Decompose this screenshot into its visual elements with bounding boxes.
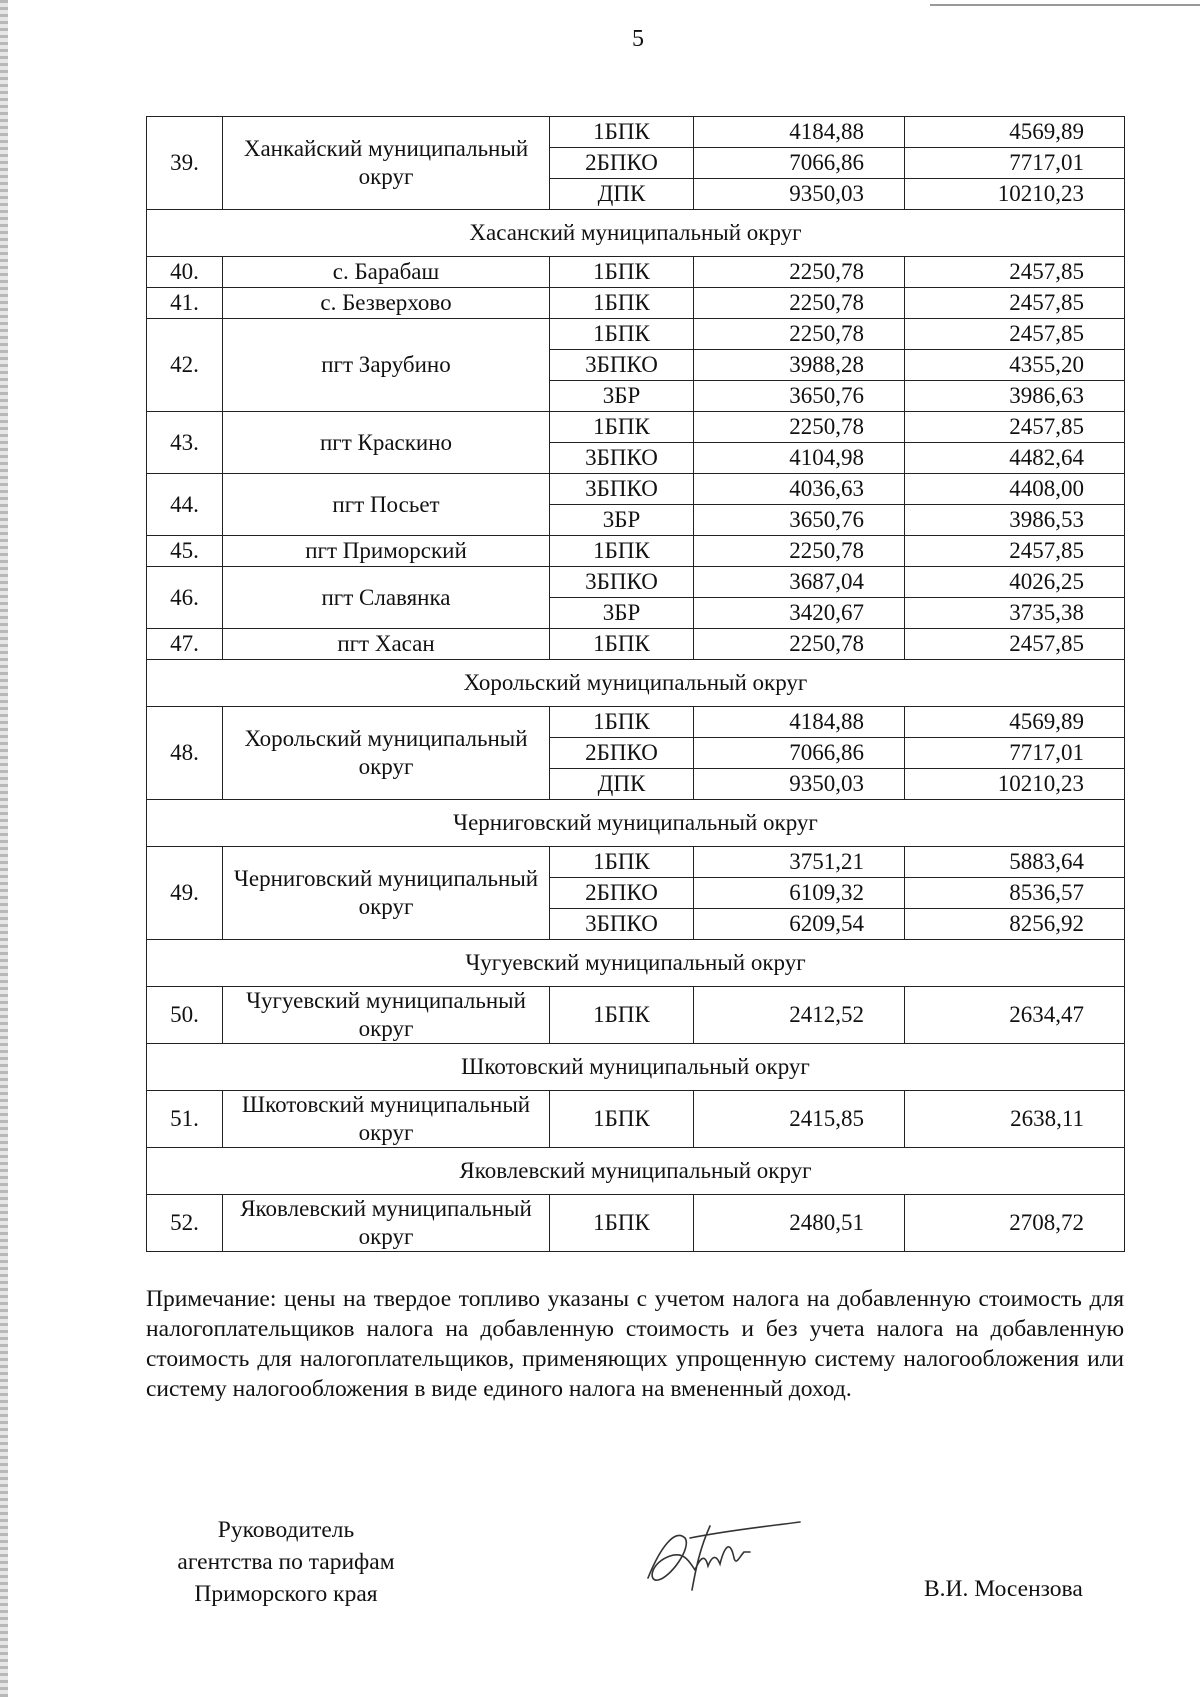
fuel-type: 1БПК — [550, 847, 694, 878]
section-title: Хасанский муниципальный округ — [147, 210, 1125, 257]
price-value: 2708,72 — [905, 1195, 1125, 1252]
row-number: 45. — [147, 536, 223, 567]
price-value: 4184,88 — [694, 707, 905, 738]
price-value: 3986,63 — [905, 381, 1125, 412]
price-value: 2457,85 — [905, 319, 1125, 350]
price-value: 3988,28 — [694, 350, 905, 381]
row-number: 40. — [147, 257, 223, 288]
fuel-type: ДПК — [550, 769, 694, 800]
price-value: 4355,20 — [905, 350, 1125, 381]
locality-name: пгт Приморский — [223, 536, 550, 567]
price-value: 7717,01 — [905, 148, 1125, 179]
price-value: 2250,78 — [694, 536, 905, 567]
fuel-type: 2БПКО — [550, 738, 694, 769]
price-value: 7717,01 — [905, 738, 1125, 769]
row-number: 42. — [147, 319, 223, 412]
price-value: 2250,78 — [694, 629, 905, 660]
price-value: 10210,23 — [905, 769, 1125, 800]
price-value: 7066,86 — [694, 148, 905, 179]
fuel-type: 1БПК — [550, 257, 694, 288]
price-value: 6209,54 — [694, 909, 905, 940]
price-value: 3751,21 — [694, 847, 905, 878]
row-number: 51. — [147, 1091, 223, 1148]
price-value: 2412,52 — [694, 987, 905, 1044]
locality-name: пгт Посьет — [223, 474, 550, 536]
fuel-type: 3БПКО — [550, 474, 694, 505]
fuel-type: 1БПК — [550, 319, 694, 350]
table-row — [147, 288, 1125, 319]
table-row — [147, 1091, 1125, 1148]
locality-name: пгт Краскино — [223, 412, 550, 474]
fuel-type: 2БПКО — [550, 878, 694, 909]
fuel-type: 3БР — [550, 505, 694, 536]
locality-name: Шкотовский муниципальный округ — [223, 1091, 550, 1148]
price-value: 4026,25 — [905, 567, 1125, 598]
price-value: 4569,89 — [905, 117, 1125, 148]
section-title: Яковлевский муниципальный округ — [147, 1148, 1125, 1195]
table-row — [147, 567, 1125, 598]
locality-name: пгт Славянка — [223, 567, 550, 629]
section-header-row — [147, 940, 1125, 987]
row-number: 39. — [147, 117, 223, 210]
price-value: 2480,51 — [694, 1195, 905, 1252]
price-value: 2457,85 — [905, 412, 1125, 443]
price-value: 9350,03 — [694, 769, 905, 800]
price-value: 10210,23 — [905, 179, 1125, 210]
price-value: 3687,04 — [694, 567, 905, 598]
row-number: 44. — [147, 474, 223, 536]
fuel-type: 3БР — [550, 381, 694, 412]
price-value: 4104,98 — [694, 443, 905, 474]
table-row — [147, 707, 1125, 738]
locality-name: пгт Хасан — [223, 629, 550, 660]
fuel-type: 1БПК — [550, 288, 694, 319]
price-value: 3420,67 — [694, 598, 905, 629]
price-value: 4482,64 — [905, 443, 1125, 474]
section-header-row — [147, 800, 1125, 847]
price-value: 5883,64 — [905, 847, 1125, 878]
fuel-type: 1БПК — [550, 117, 694, 148]
price-value: 3735,38 — [905, 598, 1125, 629]
price-value: 4569,89 — [905, 707, 1125, 738]
price-value: 2250,78 — [694, 412, 905, 443]
section-header-row — [147, 1044, 1125, 1091]
locality-name: Черниговский муниципальный округ — [223, 847, 550, 940]
row-number: 43. — [147, 412, 223, 474]
row-number: 49. — [147, 847, 223, 940]
price-value: 2250,78 — [694, 257, 905, 288]
fuel-type: 3БПКО — [550, 443, 694, 474]
tariff-table — [146, 116, 1125, 1252]
price-value: 3650,76 — [694, 381, 905, 412]
price-value: 2457,85 — [905, 536, 1125, 567]
fuel-type: 1БПК — [550, 536, 694, 567]
page-number: 5 — [632, 26, 644, 52]
price-value: 3650,76 — [694, 505, 905, 536]
section-header-row — [147, 210, 1125, 257]
table-row — [147, 847, 1125, 878]
row-number: 52. — [147, 1195, 223, 1252]
price-value: 2457,85 — [905, 288, 1125, 319]
locality-name: Ханкайский муниципальный округ — [223, 117, 550, 210]
section-header-row — [147, 660, 1125, 707]
fuel-type: 1БПК — [550, 412, 694, 443]
row-number: 46. — [147, 567, 223, 629]
locality-name: с. Барабаш — [223, 257, 550, 288]
fuel-type: 1БПК — [550, 629, 694, 660]
row-number: 50. — [147, 987, 223, 1044]
row-number: 48. — [147, 707, 223, 800]
price-value: 2415,85 — [694, 1091, 905, 1148]
scan-edge — [0, 0, 8, 1697]
price-value: 2457,85 — [905, 629, 1125, 660]
top-rule — [930, 4, 1200, 6]
section-title: Хорольский муниципальный округ — [147, 660, 1125, 707]
price-value: 7066,86 — [694, 738, 905, 769]
section-header-row — [147, 1148, 1125, 1195]
fuel-type: 1БПК — [550, 1195, 694, 1252]
price-value: 6109,32 — [694, 878, 905, 909]
fuel-type: 1БПК — [550, 987, 694, 1044]
note-paragraph: Примечание: цены на твердое топливо указаны с учетом налога на добавленную стоимость для налогоплательщиков налога на добавленную стоимость и без учета налога на добавленную стоимость для налогоплательщиков, применяющих упрощенную систему налогообложения или систему налогообложения в виде единого налога на вмененный доход. — [146, 1286, 1124, 1402]
fuel-type: 2БПКО — [550, 148, 694, 179]
tariff-table-body — [147, 117, 1125, 1252]
price-value: 2638,11 — [905, 1091, 1125, 1148]
fuel-type: 3БПКО — [550, 909, 694, 940]
price-value: 9350,03 — [694, 179, 905, 210]
price-value: 4036,63 — [694, 474, 905, 505]
fuel-type: 1БПК — [550, 707, 694, 738]
fuel-type: 3БПКО — [550, 350, 694, 381]
signer-title-line: Приморского края — [194, 1581, 378, 1607]
price-value: 8256,92 — [905, 909, 1125, 940]
price-value: 4184,88 — [694, 117, 905, 148]
locality-name: Чугуевский муниципальный округ — [223, 987, 550, 1044]
table-row — [147, 536, 1125, 567]
table-row — [147, 257, 1125, 288]
table-row — [147, 117, 1125, 148]
price-value: 4408,00 — [905, 474, 1125, 505]
price-value: 2457,85 — [905, 257, 1125, 288]
signer-title — [146, 1514, 426, 1610]
signer-name: В.И. Мосензова — [924, 1576, 1083, 1602]
fuel-type: 3БПКО — [550, 567, 694, 598]
locality-name: Хорольский муниципальный округ — [223, 707, 550, 800]
price-value: 3986,53 — [905, 505, 1125, 536]
fuel-type: ДПК — [550, 179, 694, 210]
locality-name: Яковлевский муниципальный округ — [223, 1195, 550, 1252]
price-value: 8536,57 — [905, 878, 1125, 909]
table-row — [147, 629, 1125, 660]
fuel-type: 3БР — [550, 598, 694, 629]
price-value: 2634,47 — [905, 987, 1125, 1044]
signer-title-line: агентства по тарифам — [177, 1549, 395, 1575]
signer-title-line: Руководитель — [217, 1517, 355, 1543]
row-number: 47. — [147, 629, 223, 660]
locality-name: с. Безверхово — [223, 288, 550, 319]
table-row — [147, 987, 1125, 1044]
section-title: Чугуевский муниципальный округ — [147, 940, 1125, 987]
handwritten-signature — [630, 1508, 810, 1598]
price-value: 2250,78 — [694, 319, 905, 350]
section-title: Шкотовский муниципальный округ — [147, 1044, 1125, 1091]
locality-name: пгт Зарубино — [223, 319, 550, 412]
table-row — [147, 474, 1125, 505]
section-title: Черниговский муниципальный округ — [147, 800, 1125, 847]
table-row — [147, 412, 1125, 443]
table-row — [147, 1195, 1125, 1252]
fuel-type: 1БПК — [550, 1091, 694, 1148]
row-number: 41. — [147, 288, 223, 319]
price-value: 2250,78 — [694, 288, 905, 319]
table-row — [147, 319, 1125, 350]
